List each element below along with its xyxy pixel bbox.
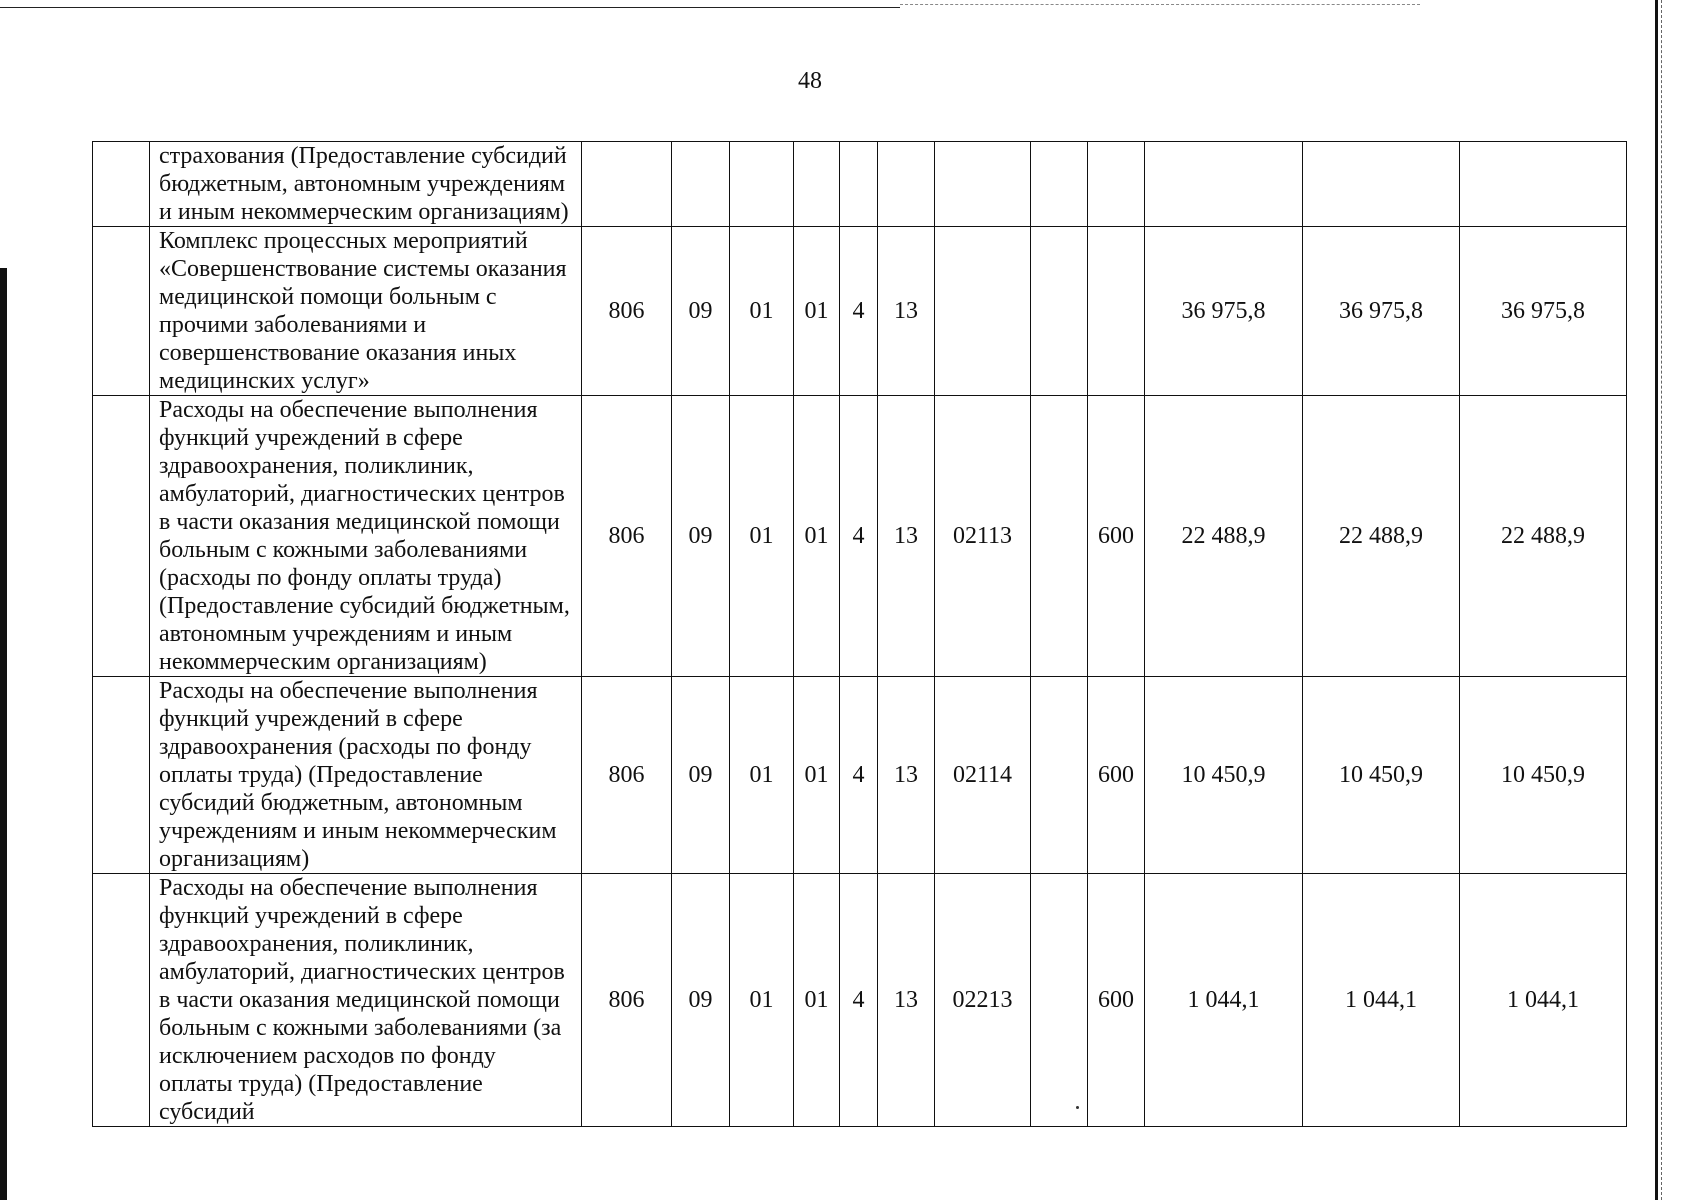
expense-type-cell (1088, 227, 1145, 396)
extra-code-cell (1031, 677, 1088, 874)
expense-type-cell (1088, 142, 1145, 227)
extra-code-cell (1031, 227, 1088, 396)
program-code-cell: 01 (794, 677, 840, 874)
amount-year-1-cell: 10 450,9 (1145, 677, 1303, 874)
description-cell: Расходы на обеспечение выполнения функций учреждений в сфере здравоохранения, поликлиник, амбулаторий, диагностических центров в части оказания медицинской помощи больным с кожными заболеваниями (расходы по фонду оплаты труда) (Предоставление субсидий бюджетным, автономным учреждениям и иным некоммерческим организациям) (150, 396, 582, 677)
subprogram-code-cell: 4 (840, 227, 878, 396)
table-row (93, 874, 1627, 1127)
expense-type-cell: 600 (1088, 677, 1145, 874)
subprogram-code-cell (840, 142, 878, 227)
program-code-cell: 01 (794, 874, 840, 1127)
amount-year-2-cell: 10 450,9 (1303, 677, 1460, 874)
subprogram-code-cell: 4 (840, 677, 878, 874)
extra-code-cell (1031, 142, 1088, 227)
program-code-cell (794, 142, 840, 227)
amount-year-1-cell: 1 044,1 (1145, 874, 1303, 1127)
amount-year-2-cell: 1 044,1 (1303, 874, 1460, 1127)
budget-table (92, 141, 1627, 1127)
activity-code-cell (878, 142, 935, 227)
subprogram-code-cell: 4 (840, 396, 878, 677)
activity-code-cell: 13 (878, 874, 935, 1127)
amount-year-1-cell: 22 488,9 (1145, 396, 1303, 677)
subsection-code-cell: 01 (730, 874, 794, 1127)
scan-top-dashed-border (900, 4, 1420, 5)
row-number-cell (93, 677, 150, 874)
activity-code-cell: 13 (878, 677, 935, 874)
subsection-code-cell: 01 (730, 396, 794, 677)
ministry-code-cell: 806 (582, 677, 672, 874)
ministry-code-cell: 806 (582, 874, 672, 1127)
section-code-cell: 09 (672, 874, 730, 1127)
subsection-code-cell (730, 142, 794, 227)
scan-left-edge (0, 268, 7, 1200)
subsection-code-cell: 01 (730, 677, 794, 874)
row-number-cell (93, 874, 150, 1127)
ministry-code-cell (582, 142, 672, 227)
amount-year-1-cell: 36 975,8 (1145, 227, 1303, 396)
section-code-cell: 09 (672, 677, 730, 874)
direction-code-cell: 02113 (935, 396, 1031, 677)
amount-year-3-cell: 10 450,9 (1460, 677, 1627, 874)
program-code-cell: 01 (794, 396, 840, 677)
amount-year-3-cell (1460, 142, 1627, 227)
subprogram-code-cell: 4 (840, 874, 878, 1127)
ministry-code-cell: 806 (582, 227, 672, 396)
activity-code-cell: 13 (878, 227, 935, 396)
amount-year-1-cell (1145, 142, 1303, 227)
row-number-cell (93, 396, 150, 677)
description-cell: страхования (Предоставление субсидий бюджетным, автономным учреждениям и иным некоммерческим организациям) (150, 142, 582, 227)
row-number-cell (93, 227, 150, 396)
amount-year-3-cell: 36 975,8 (1460, 227, 1627, 396)
extra-code-cell (1031, 874, 1088, 1127)
direction-code-cell: 02114 (935, 677, 1031, 874)
direction-code-cell: 02213 (935, 874, 1031, 1127)
amount-year-2-cell: 36 975,8 (1303, 227, 1460, 396)
expense-type-cell: 600 (1088, 874, 1145, 1127)
row-number-cell (93, 142, 150, 227)
extra-code-cell (1031, 396, 1088, 677)
amount-year-3-cell: 1 044,1 (1460, 874, 1627, 1127)
section-code-cell: 09 (672, 227, 730, 396)
table-row (93, 227, 1627, 396)
description-cell: Расходы на обеспечение выполнения функций учреждений в сфере здравоохранения, поликлиник, амбулаторий, диагностических центров в части оказания медицинской помощи больным с кожными заболеваниями (за исключением расходов по фонду оплаты труда) (Предоставление субсидий (150, 874, 582, 1127)
section-code-cell: 09 (672, 396, 730, 677)
table-row (93, 142, 1627, 227)
expense-type-cell: 600 (1088, 396, 1145, 677)
scan-right-edge-dashed (1661, 0, 1663, 1200)
amount-year-3-cell: 22 488,9 (1460, 396, 1627, 677)
scan-right-edge (1655, 0, 1658, 1200)
ministry-code-cell: 806 (582, 396, 672, 677)
description-cell: Комплекс процессных мероприятий «Совершенствование системы оказания медицинской помощи больным с прочими заболеваниями и совершенствование оказания иных медицинских услуг» (150, 227, 582, 396)
page-number: 48 (798, 68, 822, 94)
table-row (93, 396, 1627, 677)
subsection-code-cell: 01 (730, 227, 794, 396)
activity-code-cell: 13 (878, 396, 935, 677)
program-code-cell: 01 (794, 227, 840, 396)
direction-code-cell (935, 227, 1031, 396)
table-row (93, 677, 1627, 874)
amount-year-2-cell (1303, 142, 1460, 227)
scan-top-border (0, 7, 900, 8)
amount-year-2-cell: 22 488,9 (1303, 396, 1460, 677)
description-cell: Расходы на обеспечение выполнения функций учреждений в сфере здравоохранения (расходы по фонду оплаты труда) (Предоставление субсидий бюджетным, автономным учреждениям и иным некоммерческим организациям) (150, 677, 582, 874)
section-code-cell (672, 142, 730, 227)
direction-code-cell (935, 142, 1031, 227)
